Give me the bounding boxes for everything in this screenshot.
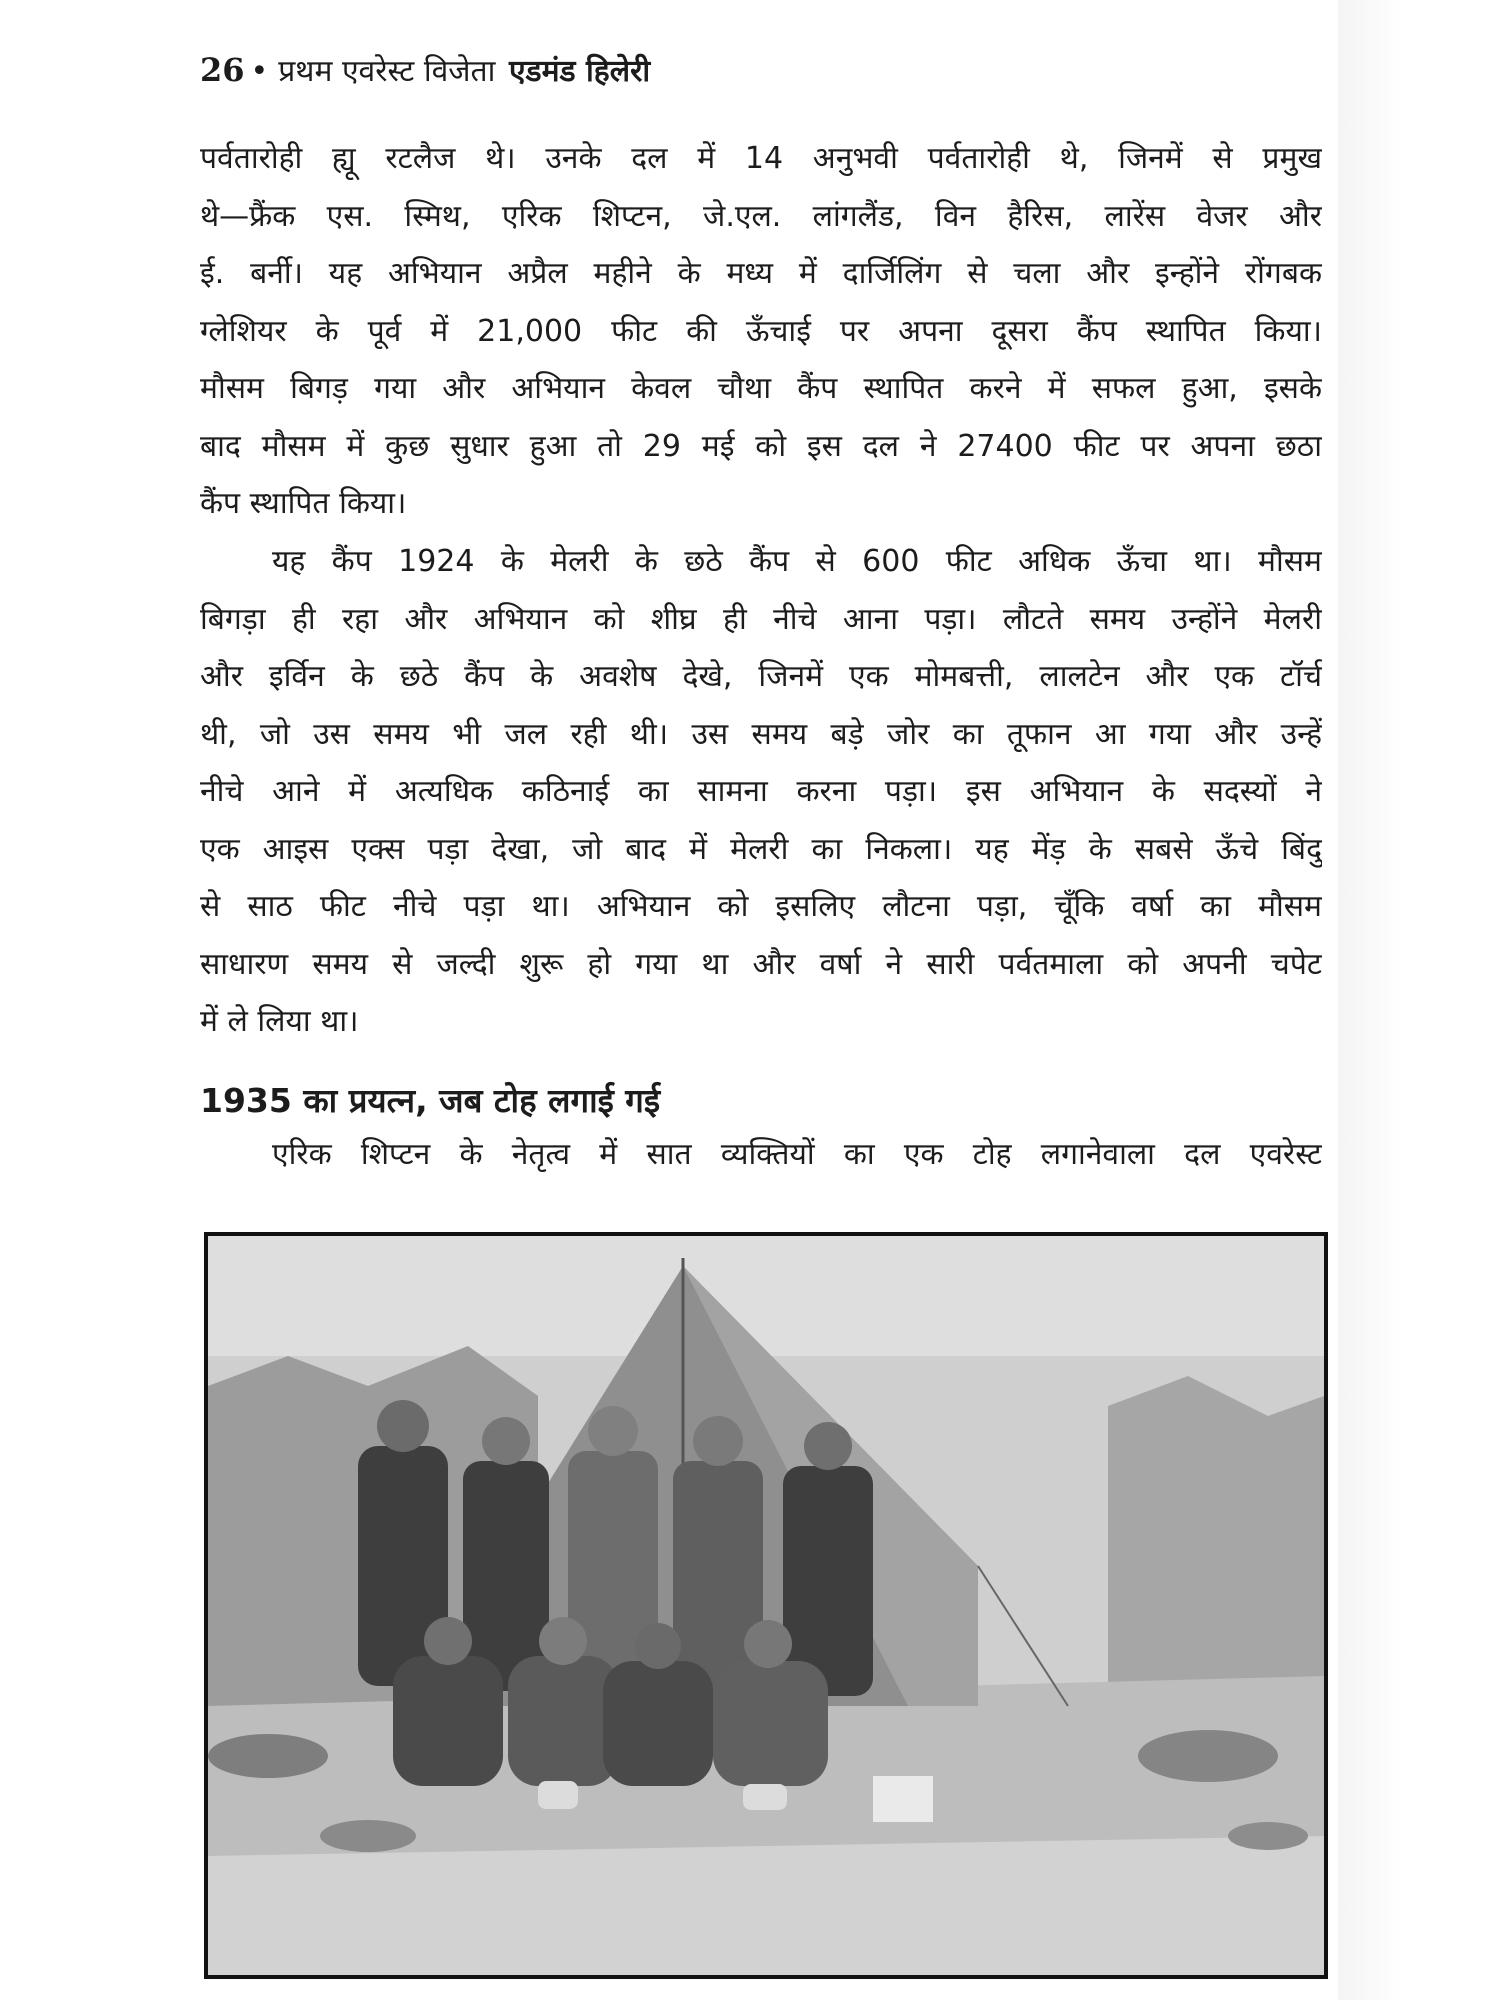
paragraph-2 — [200, 533, 1322, 1051]
text-line: थी, जो उस समय भी जल रही थी। उस समय बड़े जोर का तूफान आ गया और उन्हें — [200, 716, 1322, 752]
page-edge-shadow — [1338, 0, 1500, 2000]
text-line: और इर्विन के छठे कैंप के अवशेष देखे, जिनमें एक मोमबत्ती, लालटेन और एक टॉर्च — [200, 659, 1322, 694]
text-line: बिगड़ा ही रहा और अभियान को शीघ्र ही नीचे आना पड़ा। लौटते समय उन्होंने मेलरी — [200, 601, 1322, 637]
book-title: प्रथम एवरेस्ट विजेता — [278, 54, 496, 89]
text-line: यह कैंप 1924 के मेलरी के छठे कैंप से 600 फीट अधिक ऊँचा था। मौसम — [272, 544, 1322, 579]
text-line: में ले लिया था। — [200, 1004, 359, 1039]
running-header — [200, 46, 1330, 94]
text-line: मौसम बिगड़ गया और अभियान केवल चौथा कैंप स्थापित करने में सफल हुआ, इसके — [200, 371, 1322, 406]
person-head — [693, 1416, 743, 1466]
rock — [1138, 1730, 1278, 1782]
section-heading: 1935 का प्रयत्न, जब टोह लगाई गई — [200, 1081, 661, 1120]
expedition-team-photo — [204, 1232, 1328, 1979]
paragraph-3 — [200, 1126, 1322, 1184]
text-line: नीचे आने में अत्यधिक कठिनाई का सामना करना पड़ा। इस अभियान के सदस्यों ने — [200, 774, 1322, 809]
text-line: थे—फ्रैंक एस. स्मिथ, एरिक शिप्टन, जे.एल. लांगलैंड, विन हैरिस, लारेंस वेजर और — [200, 198, 1322, 234]
text-line: एरिक शिप्टन के नेतृत्व में सात व्यक्तियों का एक टोह लगानेवाला दल एवरेस्ट — [272, 1137, 1322, 1172]
person-head — [482, 1417, 530, 1465]
seated-person — [508, 1656, 618, 1786]
seated-person — [603, 1661, 713, 1786]
person-head — [539, 1617, 587, 1665]
rock — [320, 1820, 416, 1852]
text-line: से साठ फीट नीचे पड़ा था। अभियान को इसलिए लौटना पड़ा, चूँकि वर्षा का मौसम — [200, 889, 1322, 924]
text-line: एक आइस एक्स पड़ा देखा, जो बाद में मेलरी का निकला। यह मेंड़ के सबसे ऊँचे बिंदु — [200, 831, 1322, 867]
seated-person — [393, 1656, 503, 1786]
person-head — [424, 1617, 472, 1665]
author-name: एडमंड हिलेरी — [508, 54, 651, 89]
text-line: पर्वतारोही ह्यू रटलैज थे। उनके दल में 14 अनुभवी पर्वतारोही थे, जिनमें से प्रमुख — [200, 141, 1322, 176]
person-head — [377, 1400, 429, 1452]
photo-illustration — [208, 1236, 1324, 1975]
person-head — [804, 1422, 852, 1470]
foreground-ground — [208, 1836, 1324, 1975]
page-number: 26 — [200, 51, 245, 89]
text-line: ग्लेशियर के पूर्व में 21,000 फीट की ऊँचाई पर अपना दूसरा कैंप स्थापित किया। — [200, 313, 1322, 349]
rock — [1228, 1822, 1308, 1850]
photo-mist — [208, 1236, 1324, 1356]
text-line: ई. बर्नी। यह अभियान अप्रैल महीने के मध्य में दार्जिलिंग से चला और इन्होंने रोंगबक — [200, 256, 1322, 291]
person-head — [588, 1406, 638, 1456]
person-head — [744, 1620, 792, 1668]
paragraph-1 — [200, 130, 1322, 533]
person-head — [635, 1623, 681, 1669]
rock — [208, 1734, 328, 1778]
seated-person — [713, 1661, 828, 1786]
text-line: बाद मौसम में कुछ सुधार हुआ तो 29 मई को इस दल ने 27400 फीट पर अपना छठा — [200, 428, 1322, 464]
white-box — [873, 1776, 933, 1822]
header-bullet: • — [250, 54, 269, 89]
text-line: साधारण समय से जल्दी शुरू हो गया था और वर्षा ने सारी पर्वतमाला को अपनी चपेट — [200, 946, 1322, 982]
text-line: कैंप स्थापित किया। — [200, 486, 407, 521]
